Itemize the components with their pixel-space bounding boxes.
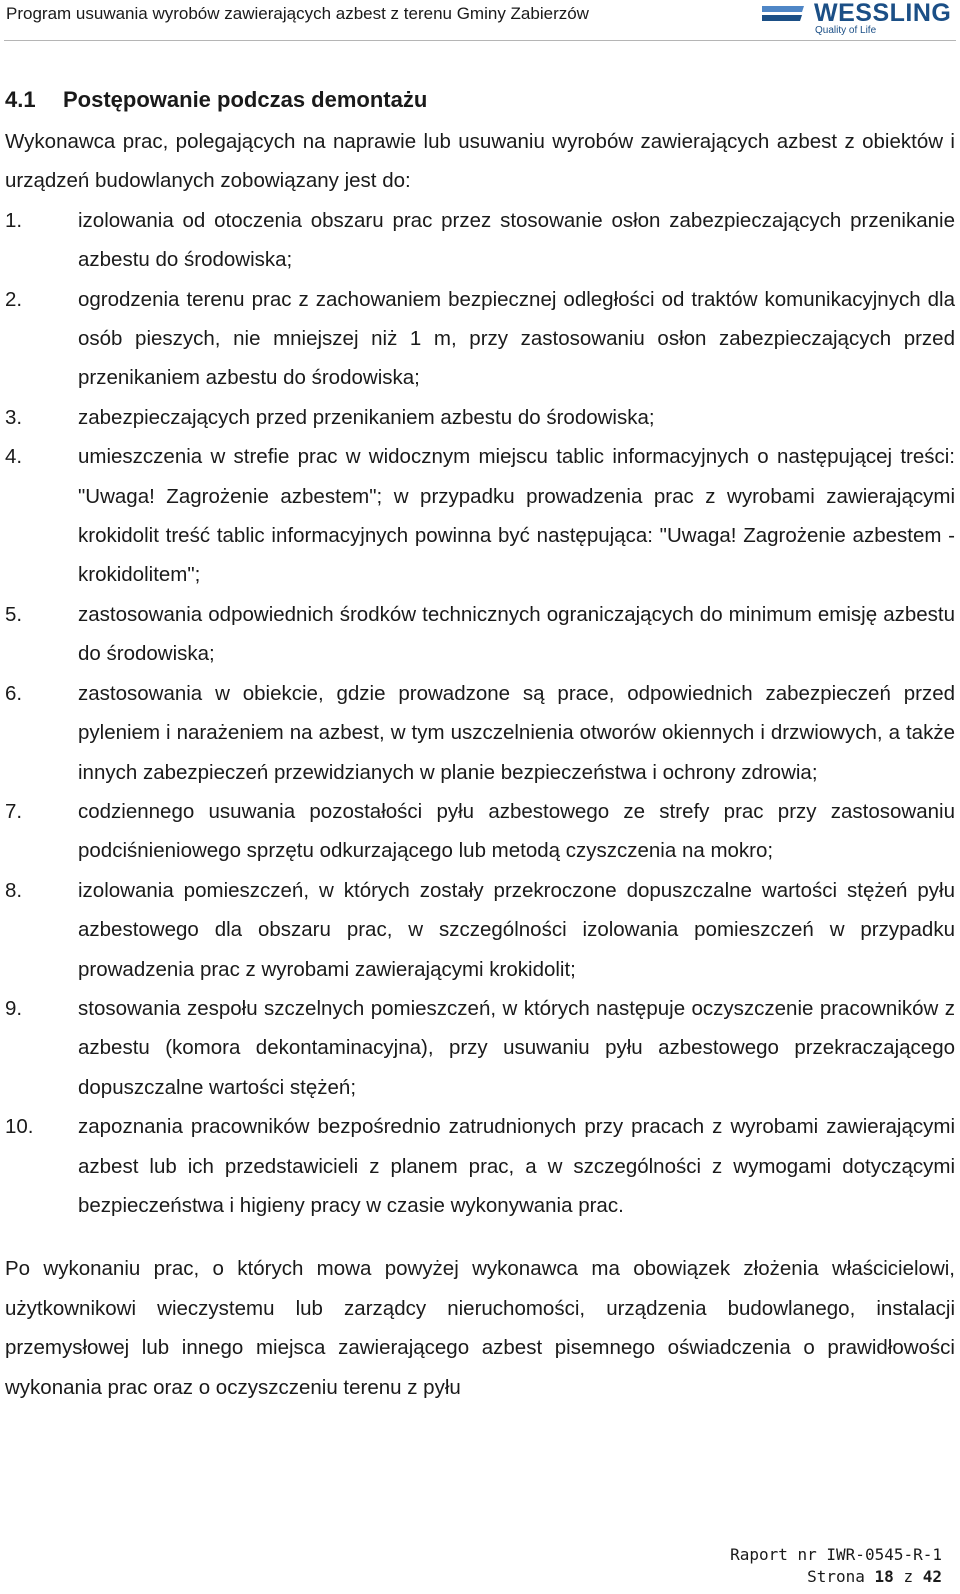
section-heading xyxy=(5,78,955,122)
list-item-text: izolowania pomieszczeń, w których zostały przekroczone dopuszczalne wartości stężeń pyłu azbestowego dla obszaru prac, w szczególności izolowania pomieszczeń w przypadku prowadzenia prac z wyrobami zawierającymi krokidolit; xyxy=(78,878,955,981)
list-item xyxy=(5,674,955,792)
list-item xyxy=(5,201,955,280)
list-item-text: stosowania zespołu szczelnych pomieszczeń, w których następuje oczyszczenie pracowników z azbestu (komora dekontaminacyjna), przy usuwaniu pyłu azbestowego przekraczającego dopuszczalne wartości stężeń; xyxy=(78,996,955,1099)
list-item-number: 1. xyxy=(5,208,23,232)
page-footer xyxy=(730,1544,942,1588)
list-item xyxy=(5,398,955,437)
page-current: 18 xyxy=(874,1567,894,1586)
page-total: 42 xyxy=(922,1567,942,1586)
list-item xyxy=(5,989,955,1107)
wessling-logo xyxy=(760,0,956,40)
list-item xyxy=(5,792,955,871)
list-item-number: 3. xyxy=(5,405,23,429)
list-item-text: ogrodzenia terenu prac z zachowaniem bezpiecznej odległości od traktów komunikacyjnych dla osób pieszych, nie mniejszej niż 1 m, przy zastosowaniu osłon zabezpieczających przed przenikaniem azbestu do środowiska; xyxy=(78,287,955,390)
closing-paragraph: Po wykonaniu prac, o których mowa powyżej wykonawca ma obowiązek złożenia właścicielowi, użytkownikowi wieczystemu lub zarządcy nieruchomości, urządzenia budowlanego, instalacji przemysłowej lub innego miejsca zawierającego azbest pisemnego oświadczenia o prawidłowości wykonania prac oraz o oczyszczeniu terenu z pyłu xyxy=(5,1257,955,1399)
list-item-text: zapoznania pracowników bezpośrednio zatrudnionych przy pracach z wyrobami zawierającymi azbest lub ich przedstawicieli z planem prac, a w szczególności z wymogami dotyczącymi bezpieczeństwa i higieny pracy w czasie wykonywania prac. xyxy=(78,1115,955,1217)
list-item-number: 4. xyxy=(5,445,23,469)
list-item-number: 8. xyxy=(5,878,23,902)
logo-tagline: Quality of Life xyxy=(815,25,877,36)
list-item xyxy=(5,1107,955,1225)
list-item-text: codziennego usuwania pozostałości pyłu azbestowego ze strefy prac przy zastosowaniu podciśnieniowego sprzętu odkurzającego lub metodą czyszczenia na mokro; xyxy=(78,799,955,863)
section-title: Postępowanie podczas demontażu xyxy=(63,87,428,112)
list-item-number: 6. xyxy=(5,681,23,705)
list-item-text: zastosowania w obiekcie, gdzie prowadzone są prace, odpowiednich zabezpieczeń przed pyleniem i narażeniem na azbest, w tym uszczelnienia otworów okiennych i drzwiowych, a także innych zabezpieczeń przewidzianych w planie bezpieczeństwa i ochrony zdrowia; xyxy=(78,681,955,784)
obligations-list xyxy=(5,201,955,1226)
list-item xyxy=(5,595,955,674)
document-title: Program usuwania wyrobów zawierających azbest z terenu Gminy Zabierzów xyxy=(6,4,589,23)
logo-wordmark: WESSLING xyxy=(814,0,952,27)
page-indicator xyxy=(730,1566,942,1588)
list-item-number: 10. xyxy=(5,1115,34,1139)
list-item xyxy=(5,437,955,595)
document-body xyxy=(5,78,955,1407)
list-item-number: 7. xyxy=(5,799,23,823)
intro-paragraph: Wykonawca prac, polegających na naprawie lub usuwaniu wyrobów zawierających azbest z obiektów i urządzeń budowlanych zobowiązany jest do: xyxy=(5,130,955,193)
list-item-text: izolowania od otoczenia obszaru prac przez stosowanie osłon zabezpieczających przenikanie azbestu do środowiska; xyxy=(78,208,955,272)
list-item-text: zabezpieczających przed przenikaniem azbestu do środowiska; xyxy=(78,405,655,429)
list-item-text: umieszczenia w strefie prac w widocznym miejscu tablic informacyjnych o następującej treści: "Uwaga! Zagrożenie azbestem"; w przypadku prowadzenia prac z wyrobami zawierającymi krokidolit treść tablic informacyjnych powinna być następująca: "Uwaga! Zagrożenie azbestem - krokidolitem"; xyxy=(78,445,955,587)
page-header xyxy=(4,0,956,41)
list-item-number: 9. xyxy=(5,996,23,1020)
logo-stripes-icon xyxy=(760,4,806,26)
page-separator: z xyxy=(903,1567,914,1586)
list-item xyxy=(5,871,955,989)
section-number: 4.1 xyxy=(5,87,36,112)
list-item-text: zastosowania odpowiednich środków technicznych ograniczających do minimum emisję azbestu do środowiska; xyxy=(78,602,955,666)
list-item-number: 5. xyxy=(5,602,23,626)
page-label: Strona xyxy=(807,1567,865,1586)
list-item-number: 2. xyxy=(5,287,23,311)
list-item xyxy=(5,280,955,398)
report-number: Raport nr IWR-0545-R-1 xyxy=(730,1545,942,1564)
